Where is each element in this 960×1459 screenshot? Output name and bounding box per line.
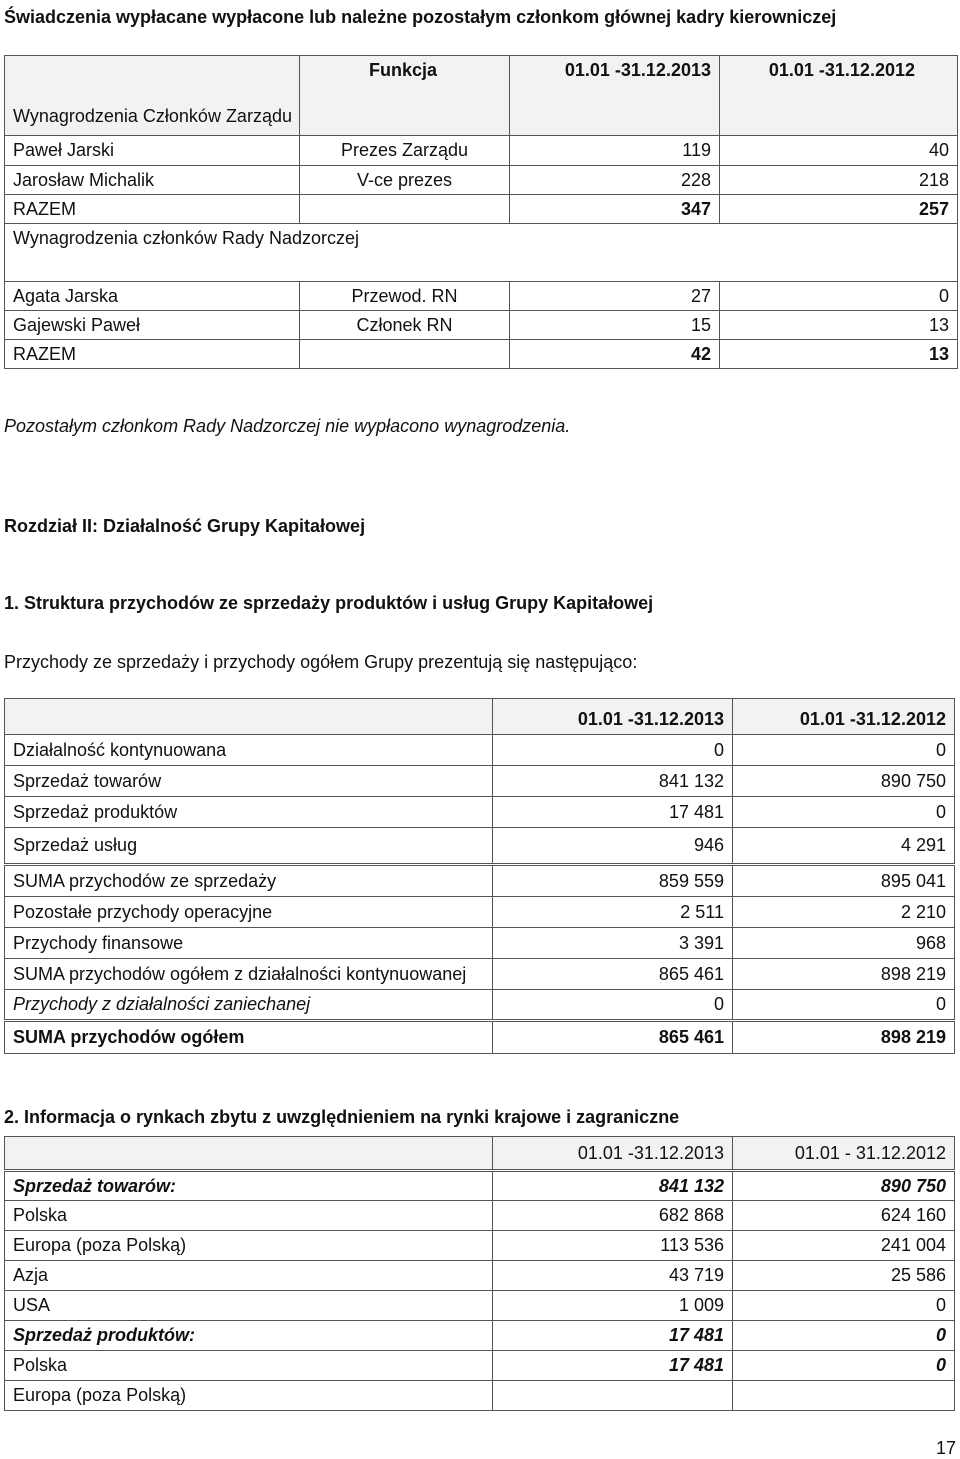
total-row <box>5 195 958 224</box>
row-label: Azja <box>5 1261 493 1291</box>
row-label: SUMA przychodów ogółem <box>5 1021 493 1054</box>
value-2013: 865 461 <box>493 1021 733 1054</box>
col-header-2013: 01.01 -31.12.2013 <box>493 699 733 735</box>
table-row <box>5 1321 955 1351</box>
value-2013: 119 <box>510 136 720 166</box>
supervisory-section-title: Wynagrodzenia członków Rady Nadzorczej <box>5 224 958 253</box>
board-section-title: Wynagrodzenia Członków Zarządu <box>5 56 300 136</box>
value-2012 <box>733 1381 955 1411</box>
person-name: Paweł Jarski <box>5 136 300 166</box>
table-row <box>5 990 955 1021</box>
value-2012: 968 <box>733 928 955 959</box>
section1-title: 1. Struktura przychodów ze sprzedaży produktów i usług Grupy Kapitałowej <box>4 593 654 613</box>
table-row <box>5 311 958 340</box>
row-label: SUMA przychodów ogółem z działalności kontynuowanej <box>5 959 493 990</box>
page-heading: Świadczenia wypłacane wypłacone lub należne pozostałym członkom głównej kadry kierowniczej <box>4 7 837 27</box>
value-2013: 1 009 <box>493 1291 733 1321</box>
person-role: Prezes Zarządu <box>300 136 510 166</box>
table-row <box>5 797 955 828</box>
row-label: Sprzedaż produktów <box>5 797 493 828</box>
value-2012: 624 160 <box>733 1201 955 1231</box>
total-2013: 42 <box>510 340 720 369</box>
value-2012: 218 <box>720 166 958 195</box>
value-2013: 228 <box>510 166 720 195</box>
row-label: Polska <box>5 1351 493 1381</box>
row-label: Przychody z działalności zaniechanej <box>5 990 493 1021</box>
value-2013: 865 461 <box>493 959 733 990</box>
col-header-function: Funkcja <box>300 56 510 86</box>
table-row <box>5 959 955 990</box>
person-name: Agata Jarska <box>5 282 300 311</box>
col-header-2013: 01.01 -31.12.2013 <box>493 1137 733 1171</box>
value-2012: 25 586 <box>733 1261 955 1291</box>
value-2012: 13 <box>720 311 958 340</box>
person-role: V-ce prezes <box>300 166 510 195</box>
value-2013: 113 536 <box>493 1231 733 1261</box>
supervisory-board-section-row <box>5 224 958 253</box>
table-row <box>5 1381 955 1411</box>
total-label: RAZEM <box>5 195 300 224</box>
person-name: Gajewski Paweł <box>5 311 300 340</box>
section2-title: 2. Informacja o rynkach zbytu z uwzględnieniem na rynki krajowe i zagraniczne <box>4 1107 680 1127</box>
value-2012: 0 <box>733 735 955 766</box>
table-row <box>5 828 955 865</box>
value-2012: 0 <box>720 282 958 311</box>
value-2012: 4 291 <box>733 828 955 865</box>
person-role: Przewod. RN <box>300 282 510 311</box>
table-row <box>5 865 955 897</box>
value-2013: 27 <box>510 282 720 311</box>
value-2013: 17 481 <box>493 1351 733 1381</box>
row-label: Sprzedaż usług <box>5 828 493 865</box>
table-row <box>5 166 958 195</box>
row-label: SUMA przychodów ze sprzedaży <box>5 865 493 897</box>
col-header-2012: 01.01 -31.12.2012 <box>733 699 955 735</box>
table-row <box>5 1231 955 1261</box>
value-2013: 3 391 <box>493 928 733 959</box>
value-2013: 946 <box>493 828 733 865</box>
chapter-heading: Rozdział II: Działalność Grupy Kapitałowej <box>4 516 366 536</box>
row-label: Europa (poza Polską) <box>5 1231 493 1261</box>
row-label: Sprzedaż towarów <box>5 766 493 797</box>
value-2013: 17 481 <box>493 1321 733 1351</box>
value-2013: 841 132 <box>493 1171 733 1201</box>
row-label: USA <box>5 1291 493 1321</box>
table-header-row <box>5 56 958 86</box>
page-number: 17 <box>935 1438 956 1458</box>
value-2013: 0 <box>493 735 733 766</box>
value-2013: 15 <box>510 311 720 340</box>
total-2012: 257 <box>720 195 958 224</box>
total-2013: 347 <box>510 195 720 224</box>
table-row <box>5 1261 955 1291</box>
value-2013 <box>493 1381 733 1411</box>
table-row <box>5 1171 955 1201</box>
value-2013: 2 511 <box>493 897 733 928</box>
total-label: RAZEM <box>5 340 300 369</box>
value-2012: 0 <box>733 1291 955 1321</box>
value-2012: 0 <box>733 1351 955 1381</box>
col-header-2012: 01.01 -31.12.2012 <box>720 56 958 86</box>
value-2012: 0 <box>733 797 955 828</box>
revenue-table <box>4 698 955 1054</box>
table-row <box>5 897 955 928</box>
row-label: Pozostałe przychody operacyjne <box>5 897 493 928</box>
value-2012: 895 041 <box>733 865 955 897</box>
total-row <box>5 340 958 369</box>
value-2012: 898 219 <box>733 1021 955 1054</box>
value-2012: 0 <box>733 990 955 1021</box>
value-2012: 40 <box>720 136 958 166</box>
table-row <box>5 282 958 311</box>
value-2013: 682 868 <box>493 1201 733 1231</box>
value-2012: 2 210 <box>733 897 955 928</box>
value-2012: 898 219 <box>733 959 955 990</box>
value-2012: 0 <box>733 1321 955 1351</box>
table-row <box>5 1201 955 1231</box>
col-header-2013: 01.01 -31.12.2013 <box>510 56 720 86</box>
value-2012: 241 004 <box>733 1231 955 1261</box>
row-label: Działalność kontynuowana <box>5 735 493 766</box>
value-2012: 890 750 <box>733 766 955 797</box>
row-label: Europa (poza Polską) <box>5 1381 493 1411</box>
value-2013: 0 <box>493 990 733 1021</box>
grand-total-row <box>5 1021 955 1054</box>
value-2013: 841 132 <box>493 766 733 797</box>
value-2013: 859 559 <box>493 865 733 897</box>
table-row <box>5 1351 955 1381</box>
row-label: Sprzedaż produktów: <box>5 1321 493 1351</box>
row-label: Polska <box>5 1201 493 1231</box>
table-header-row <box>5 699 955 735</box>
table-row <box>5 136 958 166</box>
person-name: Jarosław Michalik <box>5 166 300 195</box>
table-row <box>5 766 955 797</box>
table-row <box>5 735 955 766</box>
person-role: Członek RN <box>300 311 510 340</box>
table-header-row <box>5 1137 955 1171</box>
section1-intro: Przychody ze sprzedaży i przychody ogółem Grupy prezentują się następująco: <box>4 652 638 672</box>
row-label: Sprzedaż towarów: <box>5 1171 493 1201</box>
total-2012: 13 <box>720 340 958 369</box>
value-2013: 43 719 <box>493 1261 733 1291</box>
table-row <box>5 1291 955 1321</box>
note-text: Pozostałym członkom Rady Nadzorczej nie wypłacono wynagrodzenia. <box>4 416 571 436</box>
row-label: Przychody finansowe <box>5 928 493 959</box>
value-2012: 890 750 <box>733 1171 955 1201</box>
value-2013: 17 481 <box>493 797 733 828</box>
table-row <box>5 928 955 959</box>
col-header-2012: 01.01 - 31.12.2012 <box>733 1137 955 1171</box>
markets-table <box>4 1136 955 1411</box>
remuneration-table <box>4 55 958 369</box>
